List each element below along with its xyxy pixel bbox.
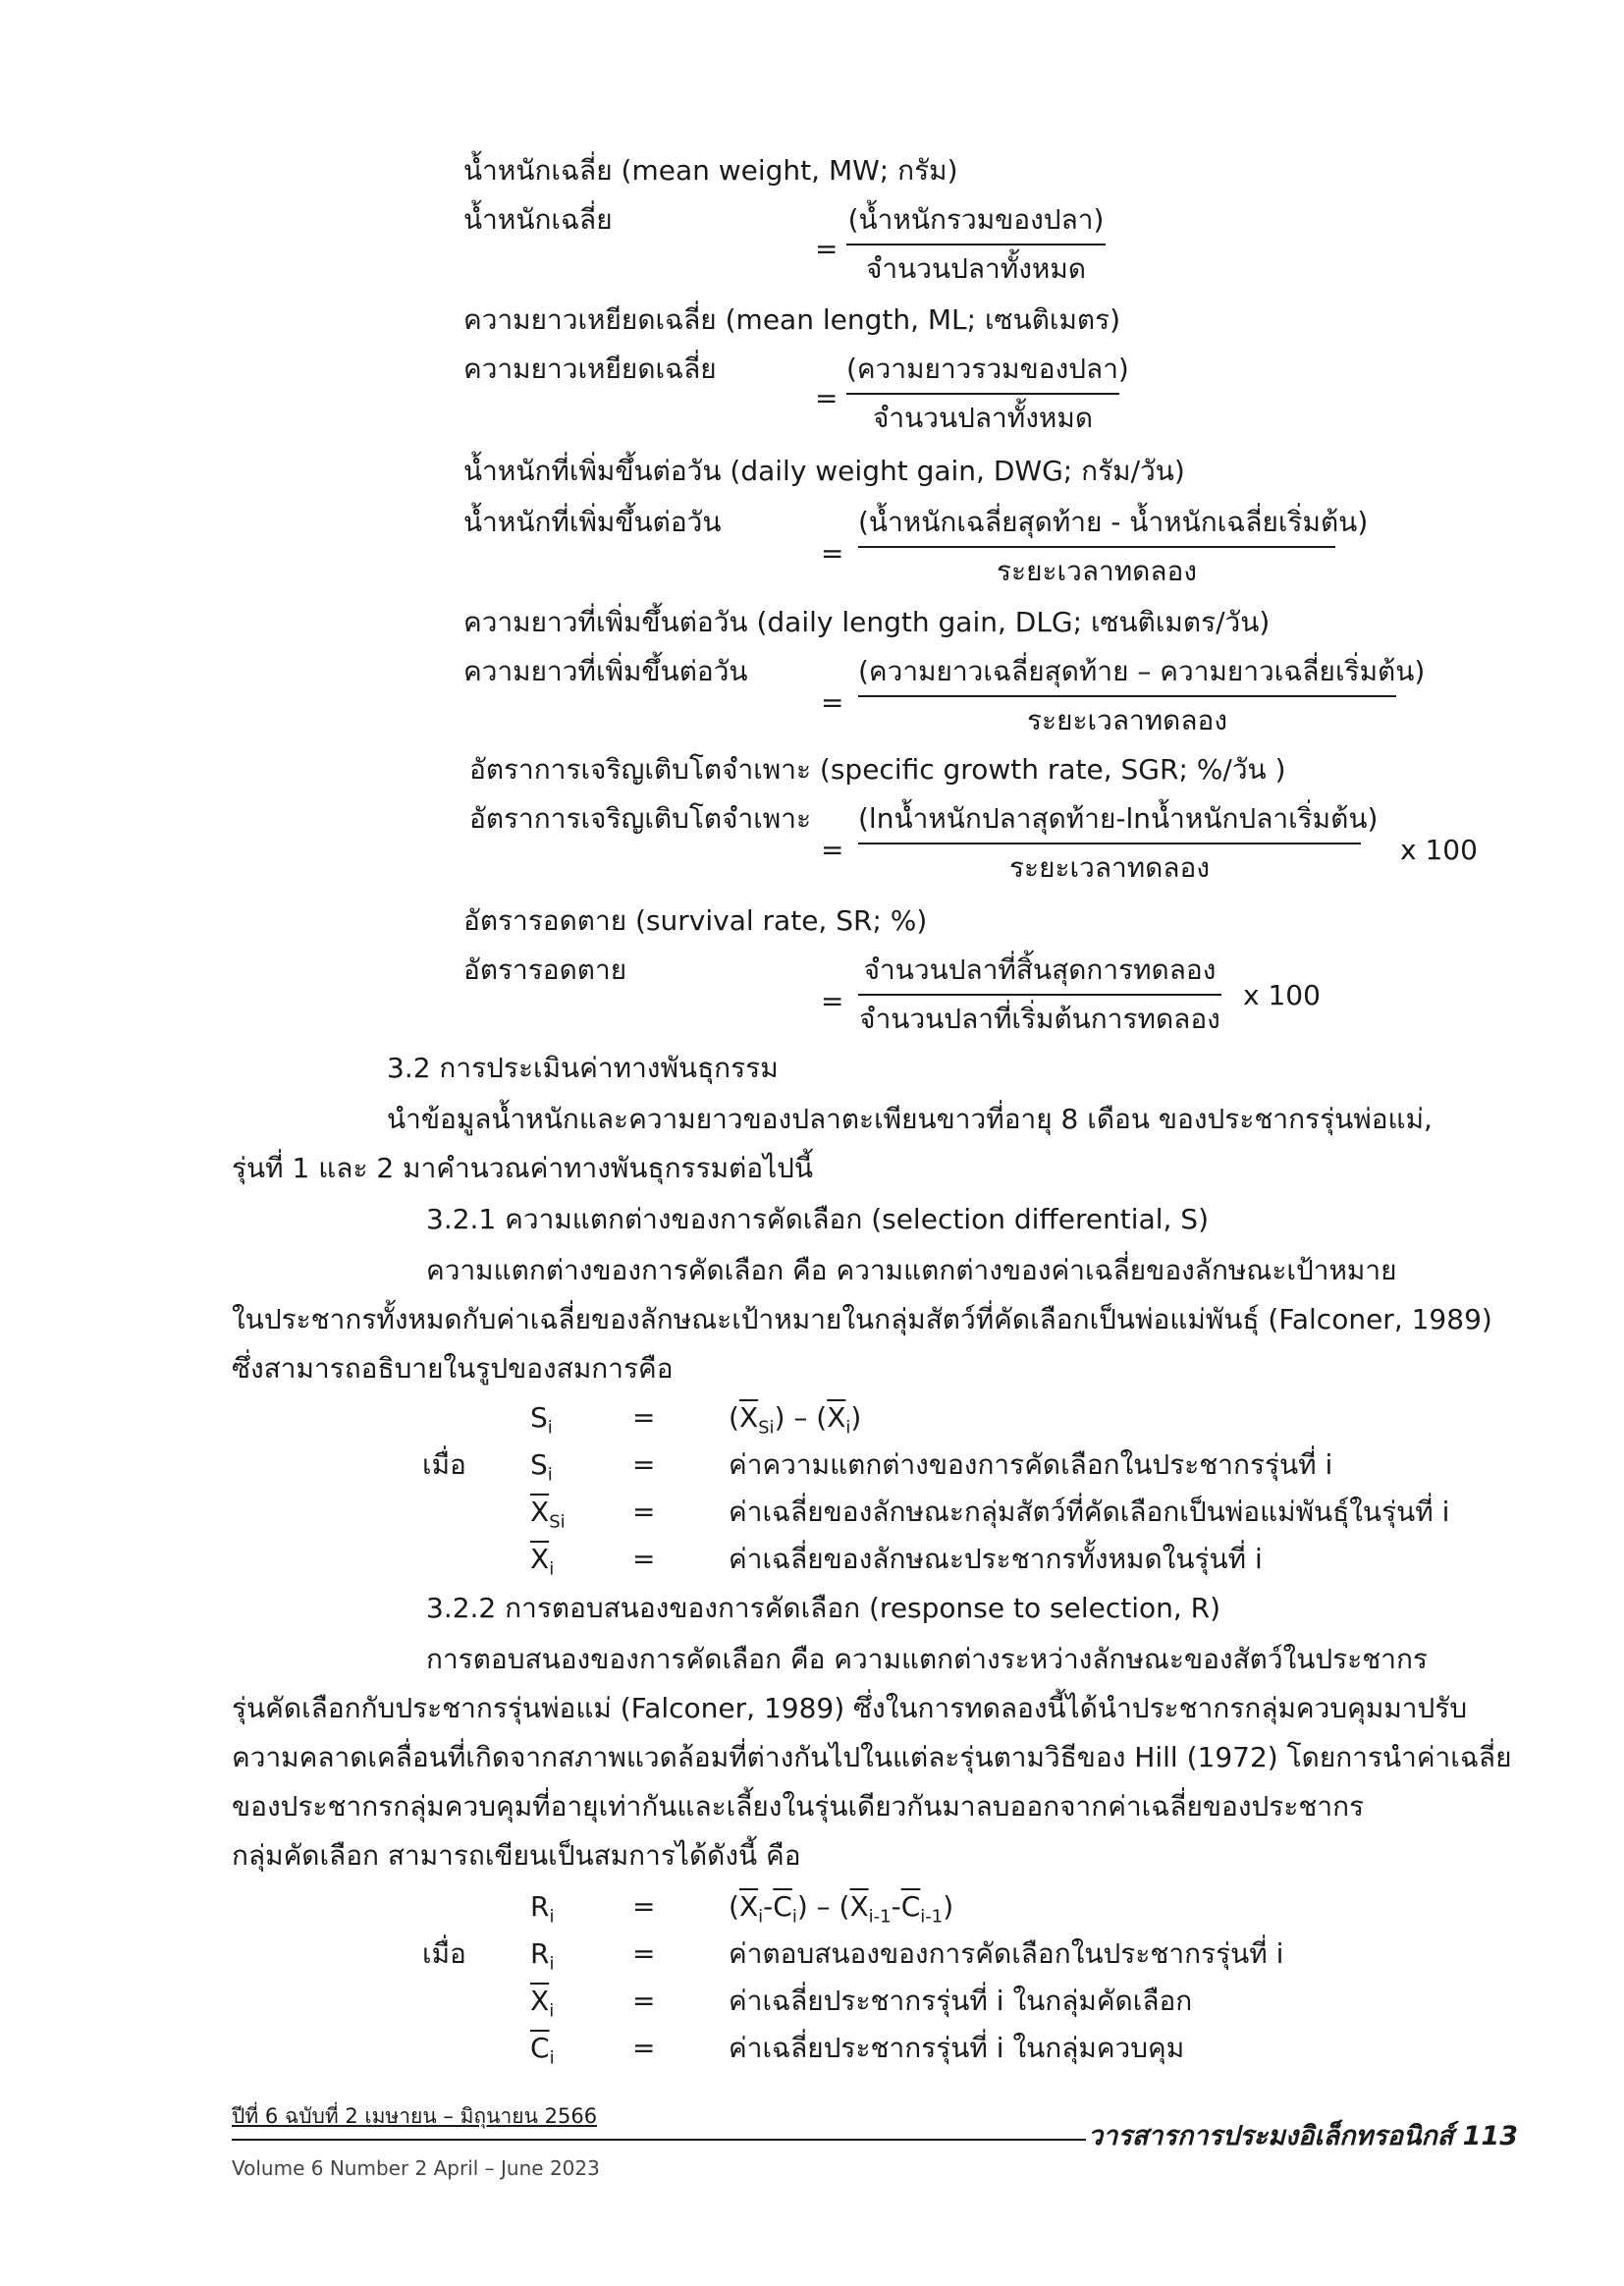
formula-label-ml: ความยาวเหยียดเฉลี่ย (mean length, ML; เซนติเมตร) [463, 303, 1121, 336]
equals-sign: = [632, 1985, 656, 2017]
fraction-denominator: จำนวนปลาทั้งหมด [872, 402, 1093, 434]
def-symbol: $\overline{X}_{Si}$ [530, 1496, 566, 1533]
fraction-bar [858, 843, 1361, 844]
fraction-ml [846, 352, 1129, 440]
paragraph-line: การตอบสนองของการคัดเลือก คือ ความแตกต่างระหว่างลักษณะของสัตว์ในประชากร [426, 1643, 1428, 1675]
fraction-numerator: (ความยาวรวมของปลา) [846, 353, 1129, 385]
formula-label-sgr: อัตราการเจริญเติบโตจำเพาะ (specific growth rate, SGR; %/วัน ) [469, 753, 1286, 786]
def-text: ค่าเฉลี่ยของลักษณะประชากรทั้งหมดในรุ่นที่ i [729, 1543, 1263, 1575]
fraction-bar [846, 393, 1119, 395]
def-symbol: $\overline{X}_i$ [530, 1985, 555, 2022]
def-text: ค่าเฉลี่ยของลักษณะกลุ่มสัตว์ที่คัดเลือกเป็นพ่อแม่พันธุ์ในรุ่นที่ i [729, 1496, 1450, 1528]
paragraph-line: รุ่นที่ 1 และ 2 มาคำนวณค่าทางพันธุกรรมต่อไปนี้ [232, 1152, 814, 1184]
equation-rhs: $(\overline{X}_i-\overline{C}_i) - (\overline{X}_{i-1}-\overline{C}_{i-1})$ [729, 1890, 954, 1928]
when-label: เมื่อ [422, 1448, 466, 1481]
paragraph-line: ซึ่งสามารถอธิบายในรูปของสมการคือ [232, 1352, 674, 1385]
fraction-denominator: จำนวนปลาที่เริ่มต้นการทดลอง [859, 1003, 1220, 1035]
paragraph-line: ความคลาดเคลื่อนที่เกิดจากสภาพแวดล้อมที่ต่างกันไปในแต่ละรุ่นตามวิธีของ Hill (1972) โดยการนำค่าเฉลี่ย [232, 1741, 1512, 1773]
def-symbol: $S_i$ [530, 1448, 553, 1486]
section-heading-3-2-2: 3.2.2 การตอบสนองของการคัดเลือก (response to selection, R) [426, 1592, 1221, 1624]
formula-label-dlg: ความยาวที่เพิ่มขึ้นต่อวัน (daily length gain, DLG; เซนติเมตร/วัน) [463, 606, 1271, 638]
fraction-numerator: (น้ำหนักรวมของปลา) [847, 203, 1105, 236]
fraction-dwg [858, 505, 1369, 593]
equals-sign: = [632, 1937, 656, 1970]
formula-label-mw: น้ำหนักเฉลี่ย (mean weight, MW; กรัม) [463, 154, 958, 187]
formula-name-ml: ความยาวเหยียดเฉลี่ย [463, 353, 717, 385]
equation-rhs: $(\overline{X}_{Si}) - (\overline{X}_i)$ [729, 1401, 862, 1439]
equals-sign: = [632, 2032, 656, 2064]
fraction-denominator: ระยะเวลาทดลอง [1027, 704, 1227, 736]
formula-label-sr: อัตรารอดตาย (survival rate, SR; %) [463, 904, 928, 937]
fraction-bar [858, 546, 1335, 548]
paragraph-line: ของประชากรกลุ่มควบคุมที่อายุเท่ากันและเลี้ยงในรุ่นเดียวกันมาลบออกจากค่าเฉลี่ยของประชากร [232, 1790, 1365, 1823]
formula-name-dwg: น้ำหนักที่เพิ่มขึ้นต่อวัน [463, 506, 722, 538]
footer-rule [232, 2139, 1086, 2141]
fraction-bar [858, 695, 1396, 697]
fraction-mw [846, 202, 1106, 291]
formula-name-dlg: ความยาวที่เพิ่มขึ้นต่อวัน [463, 655, 748, 687]
fraction-denominator: ระยะเวลาทดลอง [1009, 851, 1210, 884]
equation-lhs: $S_i$ [530, 1401, 553, 1439]
paragraph-line: กลุ่มคัดเลือก สามารถเขียนเป็นสมการได้ดังนี้ คือ [232, 1839, 801, 1872]
equals-sign: = [821, 686, 844, 719]
equals-sign: = [632, 1401, 656, 1434]
formula-name-sr: อัตรารอดตาย [463, 953, 627, 986]
equals-sign: = [815, 382, 839, 414]
equals-sign: = [821, 834, 844, 866]
fraction-denominator: จำนวนปลาทั้งหมด [865, 252, 1086, 285]
footer-issue-english: Volume 6 Number 2 April – June 2023 [232, 2156, 600, 2180]
equals-sign: = [821, 985, 844, 1017]
equals-sign: = [632, 1448, 656, 1481]
when-label: เมื่อ [422, 1937, 466, 1970]
footer-issue-thai: ปีที่ 6 ฉบับที่ 2 เมษายน – มิถุนายน 2566 [232, 2104, 598, 2128]
equals-sign: = [821, 537, 844, 570]
def-text: ค่าเฉลี่ยประชากรรุ่นที่ i ในกลุ่มควบคุม [729, 2032, 1185, 2064]
fraction-numerator: จำนวนปลาที่สิ้นสุดการทดลอง [863, 953, 1217, 986]
equals-sign: = [815, 233, 839, 265]
formula-label-dwg: น้ำหนักที่เพิ่มขึ้นต่อวัน (daily weight gain, DWG; กรัม/วัน) [463, 455, 1185, 487]
equals-sign: = [632, 1890, 656, 1923]
fraction-numerator: (ความยาวเฉลี่ยสุดท้าย – ความยาวเฉลี่ยเริ่มต้น) [858, 655, 1426, 687]
paragraph-line: ในประชากรทั้งหมดกับค่าเฉลี่ยของลักษณะเป้าหมายในกลุ่มสัตว์ที่คัดเลือกเป็นพ่อแม่พันธุ์ (Falconer, 1989) [232, 1303, 1492, 1335]
fraction-numerator: (lnน้ำหนักปลาสุดท้าย-lnน้ำหนักปลาเริ่มต้น) [858, 802, 1379, 835]
section-heading-3-2-1: 3.2.1 ความแตกต่างของการคัดเลือก (selection differential, S) [426, 1203, 1210, 1235]
fraction-denominator: ระยะเวลาทดลอง [997, 555, 1197, 587]
def-symbol: $\overline{C}_i$ [530, 2032, 555, 2069]
fraction-sgr [858, 801, 1379, 890]
fraction-dlg [858, 654, 1426, 742]
paragraph-line: ความแตกต่างของการคัดเลือก คือ ความแตกต่างของค่าเฉลี่ยของลักษณะเป้าหมาย [426, 1254, 1397, 1286]
formula-name-sgr: อัตราการเจริญเติบโตจำเพาะ [469, 802, 812, 835]
paragraph-line: รุ่นคัดเลือกกับประชากรรุ่นพ่อแม่ (Falconer, 1989) ซึ่งในการทดลองนี้ได้นำประชากรกลุ่มควบคุมมาปรับ [232, 1692, 1468, 1724]
equals-sign: = [632, 1496, 656, 1528]
fraction-bar [846, 244, 1106, 245]
fraction-numerator: (น้ำหนักเฉลี่ยสุดท้าย - น้ำหนักเฉลี่ยเริ่มต้น) [858, 506, 1369, 538]
def-symbol: $R_i$ [530, 1937, 555, 1975]
equation-lhs: $R_i$ [530, 1890, 555, 1928]
footer-journal-page: วารสารการประมงอิเล็กทรอนิกส์ 113 [1088, 2121, 1518, 2151]
def-text: ค่าเฉลี่ยประชากรรุ่นที่ i ในกลุ่มคัดเลือก [729, 1985, 1193, 2017]
equals-sign: = [632, 1543, 656, 1575]
def-text: ค่าความแตกต่างของการคัดเลือกในประชากรรุ่นที่ i [729, 1448, 1333, 1481]
multiplier: x 100 [1400, 834, 1478, 866]
def-text: ค่าตอบสนองของการคัดเลือกในประชากรรุ่นที่ i [729, 1937, 1284, 1970]
multiplier: x 100 [1243, 979, 1321, 1011]
fraction-bar [858, 994, 1221, 996]
formula-name-mw: น้ำหนักเฉลี่ย [463, 203, 613, 236]
def-symbol: $\overline{X}_i$ [530, 1543, 555, 1580]
section-heading-3-2: 3.2 การประเมินค่าทางพันธุกรรม [387, 1052, 779, 1084]
paragraph-line: นำข้อมูลน้ำหนักและความยาวของปลาตะเพียนขาวที่อายุ 8 เดือน ของประชากรรุ่นพ่อแม่, [387, 1103, 1433, 1135]
fraction-sr [858, 952, 1221, 1041]
